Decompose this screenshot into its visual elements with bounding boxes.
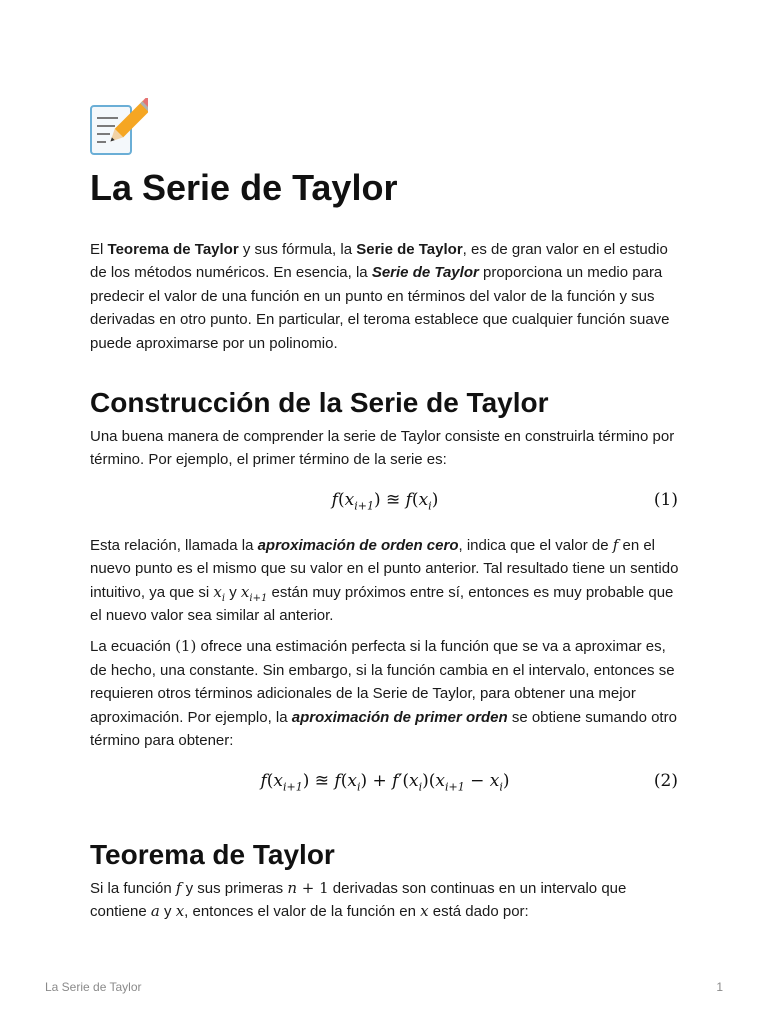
intro-paragraph: El Teorema de Taylor y sus fórmula, la Serie de Taylor, es de gran valor en el estudio de los métodos numéricos. En esencia, la Serie de Taylor proporciona un medio para predecir el valor de una función en un punto en términos del valor de la función y sus derivadas en otro punto. En particular, el teroma establece que cualquier función suave puede aproximarse por un polinomio.: [90, 241, 670, 352]
memo-pencil-icon: [88, 98, 148, 158]
equation-1-number: (1): [653, 489, 678, 510]
equation-2-number: (2): [653, 770, 678, 791]
equation-2-formula: $f(x_{i+1})$ ≊ $f(x_i) + f'(x_i)(x_{i+1} - x_i)$: [260, 770, 510, 793]
teorema-paragraph-1: Si la función f y sus primeras n + 1 derivadas son continuas en un intervalo que contiene a y x, entonces el valor de la función en x está dado por:: [90, 878, 627, 920]
construccion-paragraph-2: Esta relación, llamada la aproximación de orden cero, indica que el valor de f en el nuevo punto es el mismo que su valor en el punto anterior. Tal resultado tiene un sentido intuitivo, ya que si $x_i$ y $x_{i+1}$ están muy próximos entre sí, entonces es muy probable que el nuevo valor sea similar al anterior.: [90, 535, 679, 625]
equation-2: [90, 761, 680, 807]
section-heading-construccion: Construcción de la Serie de Taylor: [90, 387, 549, 419]
page-title: La Serie de Taylor: [90, 167, 398, 208]
section-heading-teorema: Teorema de Taylor: [90, 838, 335, 870]
page-content: [90, 98, 680, 931]
footer-title: La Serie de Taylor: [45, 980, 142, 994]
equation-1-formula: $f(x_{i+1})$ ≊ $f(x_i)$: [331, 489, 439, 513]
equation-1: [90, 480, 680, 526]
footer-page-number: 1: [716, 980, 723, 994]
construccion-paragraph-1: Una buena manera de comprender la serie de Taylor consiste en construirla término por término. Por ejemplo, el primer término de la serie es:: [90, 428, 675, 469]
construccion-paragraph-3: La ecuación (1) ofrece una estimación perfecta si la función que se va a aproximar es, de hecho, una constante. Sin embargo, si la función cambia en el intervalo, entonces se requieren otros términos adicionales de la Serie de Taylor, para obtener una mejor aproximación. Por ejemplo, la aproximación de primer orden se obtiene sumando otro término para obtener:: [90, 637, 677, 750]
